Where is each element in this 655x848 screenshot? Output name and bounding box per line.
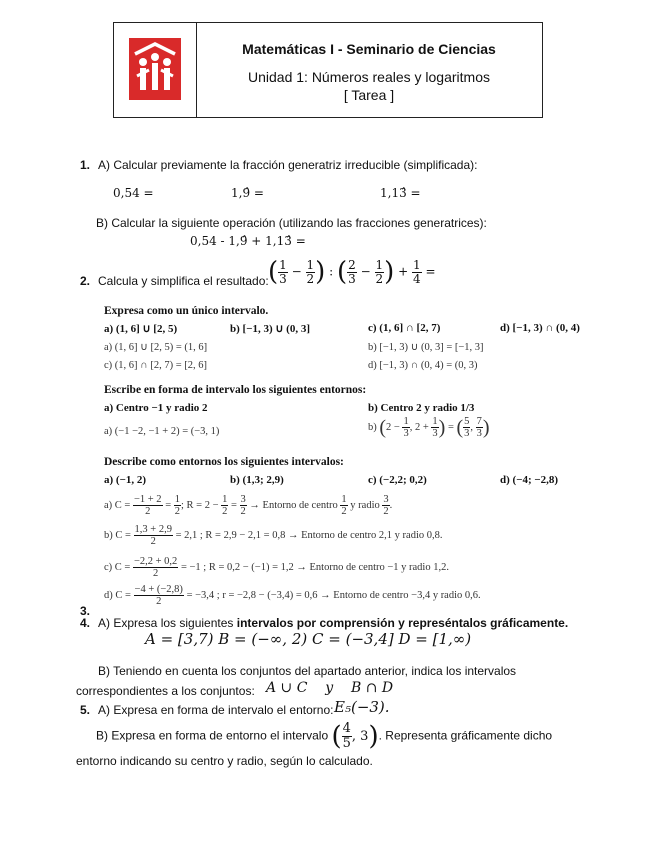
q5-b-line2: entorno indicando su centro y radio, según lo calculado. (76, 754, 373, 768)
q4-b-line2: correspondientes a los conjuntos: (76, 684, 255, 698)
q1-a-text: A) Calcular previamente la fracción generatriz irreducible (simplificada): (98, 158, 478, 172)
q4-a-text: A) Expresa los siguientes intervalos por comprensión y represéntalos gráficamente. (98, 616, 569, 630)
q5-b-line1: B) Expresa en forma de entorno el intervalo ( $\frac{4}{5}$ , 3). Representa gráficamente dicho (96, 721, 553, 752)
q2-expression: ( $\frac{1}{3}$ − $\frac{1}{2}$ ) : ( $\frac{2}{3}$ − $\frac{1}{2}$ ) + $\frac{1}{4}$ = (268, 257, 436, 288)
logo-cell (114, 23, 197, 117)
block2-answer-a: a) (−1 −2, −1 + 2) = (−3, 1) (104, 426, 220, 437)
block1-answer-a: a) (1, 6] ∪ [2, 5) = (1, 6] (104, 342, 208, 353)
q1-value-1: 0,54 = (113, 186, 154, 200)
q1-operation: 0,54 - 1,9̂ + 1,13̂ = (190, 234, 306, 248)
block2-answer-b: b) (2 − $\frac{1}{3}$ , 2 + $\frac{1}{3}$ ) = ( $\frac{5}{3}$ , $\frac{7}{3}$ ) (368, 416, 490, 440)
block1-a: a) (1, 6] ∪ [2, 5) (104, 323, 178, 335)
q1-number: 1. (80, 158, 91, 172)
block3-answer-b: b) C = $\frac{1,3 + 2,9}{2}$ = 2,1 ; R = 2,9 − 2,1 = 0,8 → Entorno de centro 2,1 y radio 0,8. (104, 524, 443, 548)
q4-number: 4. (80, 616, 91, 630)
block3-answer-a: a) C = $\frac{-1 + 2}{2}$ = $\frac{1}{2}$ ; R = 2 − $\frac{1}{2}$ = $\frac{3}{2}$ → Entorno de centro $\frac{1}{2}$ y radio $\frac{3}{2}$ . (104, 494, 393, 518)
block2-title: Escribe en forma de intervalo los siguientes entornos: (104, 384, 367, 396)
q2-number: 2. (80, 274, 91, 288)
block3-a: a) (−1, 2) (104, 474, 147, 486)
block2-b: b) Centro 2 y radio 1/3 (368, 402, 475, 414)
block3-answer-d: d) C = $\frac{-4 + (-2,8)}{2}$ = −3,4 ; r = −2,8 − (−3,4) = 0,6 → Entorno de centro −3,4 y radio 0,6. (104, 584, 481, 608)
header-tag: [ Tarea ] (343, 87, 395, 103)
block1-answer-d: d) [−1, 3) ∩ (0, 4) = (0, 3) (368, 360, 478, 371)
q1-value-3: 1,13̂ = (380, 186, 421, 200)
q4-b-line1: B) Teniendo en cuenta los conjuntos del apartado anterior, indica los intervalos (98, 664, 517, 678)
block3-title: Describe como entornos los siguientes intervalos: (104, 456, 344, 468)
header-title: Matemáticas I - Seminario de Ciencias (242, 41, 496, 57)
block1-answer-b: b) [−1, 3) ∪ (0, 3] = [−1, 3] (368, 342, 484, 353)
block2-a: a) Centro −1 y radio 2 (104, 402, 208, 414)
block3-c: c) (−2,2; 0,2) (368, 474, 427, 486)
block3-answer-c: c) C = $\frac{-2,2 + 0,2}{2}$ = −1 ; R = 0,2 − (−1) = 1,2 → Entorno de centro −1 y radio 1,2. (104, 556, 449, 580)
block3-d: d) (−4; −2,8) (500, 474, 559, 486)
block3-b: b) (1,3; 2,9) (230, 474, 284, 486)
block1-c: c) (1, 6] ∩ [2, 7) (368, 322, 441, 334)
q1-b-text: B) Calcular la siguiente operación (utilizando las fracciones generatrices): (96, 216, 487, 230)
header-subtitle: Unidad 1: Números reales y logaritmos (248, 69, 490, 85)
block1-answer-c: c) (1, 6] ∩ [2, 7) = [2, 6] (104, 360, 208, 371)
q4-sets: A = [3,7) B = (−∞, 2) C = (−3,4] D = [1,∞) (145, 630, 472, 648)
q5-a-text: A) Expresa en forma de intervalo el entorno: (98, 703, 334, 717)
q5-number: 5. (80, 703, 91, 717)
header-box (113, 22, 543, 118)
block1-b: b) [−1, 3) ∪ (0, 3] (230, 323, 311, 335)
block1-d: d) [−1, 3) ∩ (0, 4) (500, 322, 580, 334)
school-logo-icon (129, 38, 181, 100)
q5-a-math: E₅(−3). (334, 698, 390, 716)
q3-number: 3. (80, 604, 91, 618)
block1-title: Expresa como un único intervalo. (104, 305, 269, 317)
q2-text: Calcula y simplifica el resultado: (98, 274, 269, 288)
q1-value-2: 1,9̂ = (231, 186, 264, 200)
q4-b-math: A ∪ C y B ∩ D (266, 680, 394, 696)
